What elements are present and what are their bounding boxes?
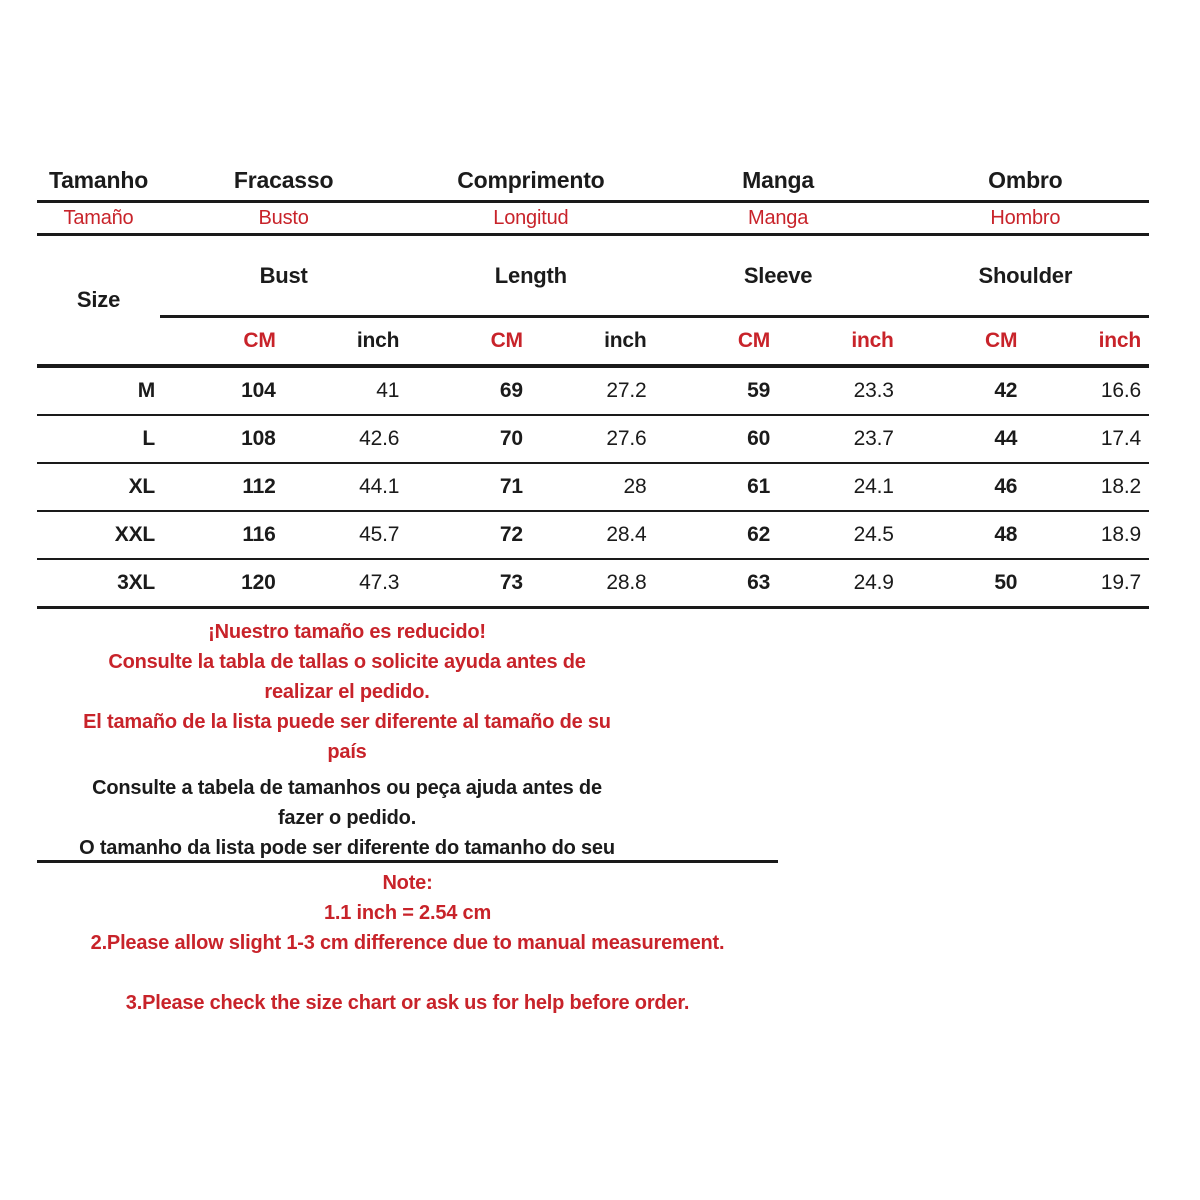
header-es-length: Longitud [407, 202, 654, 235]
inch-value: 23.7 [778, 415, 902, 463]
cm-value: 73 [407, 559, 531, 608]
header-en-length: Length [407, 235, 654, 317]
cm-value: 59 [654, 366, 778, 415]
inch-unit-header: inch [284, 317, 408, 367]
table-row [37, 559, 1149, 608]
inch-value: 16.6 [1025, 366, 1149, 415]
note-line: realizar el pedido. [264, 681, 430, 703]
inch-value: 28.8 [531, 559, 655, 608]
header-row-portuguese [37, 160, 1149, 202]
notes-spanish [37, 617, 657, 767]
inch-unit-header: inch [778, 317, 902, 367]
inch-value: 17.4 [1025, 415, 1149, 463]
inch-value: 24.1 [778, 463, 902, 511]
header-row-spanish [37, 202, 1149, 235]
inch-value: 18.2 [1025, 463, 1149, 511]
size-label: M [37, 366, 160, 415]
cm-value: 116 [160, 511, 284, 559]
cm-value: 120 [160, 559, 284, 608]
cm-unit-header: CM [407, 317, 531, 367]
inch-value: 18.9 [1025, 511, 1149, 559]
note-line: Consulte la tabla de tallas o solicite ayuda antes de [108, 651, 586, 673]
inch-value: 47.3 [284, 559, 408, 608]
note-spacer [37, 958, 778, 988]
inch-value: 41 [284, 366, 408, 415]
note-line: 3.Please check the size chart or ask us for help before order. [125, 992, 690, 1014]
note-line: El tamaño de la lista puede ser diferente al tamaño de su [83, 711, 611, 733]
size-label: 3XL [37, 559, 160, 608]
inch-value: 27.2 [531, 366, 655, 415]
size-label: XXL [37, 511, 160, 559]
cm-value: 48 [902, 511, 1026, 559]
note-line: 1.1 inch = 2.54 cm [323, 902, 492, 924]
header-es-sleeve: Manga [654, 202, 901, 235]
notes-english [37, 868, 778, 1018]
cm-unit-header: CM [902, 317, 1026, 367]
header-pt-length: Comprimento [407, 160, 654, 202]
header-es-size: Tamaño [37, 202, 160, 235]
header-pt-size: Tamanho [37, 160, 160, 202]
size-table-body [37, 366, 1149, 608]
inch-value: 27.6 [531, 415, 655, 463]
units-row [37, 317, 1149, 367]
cm-value: 104 [160, 366, 284, 415]
inch-value: 44.1 [284, 463, 408, 511]
cm-value: 62 [654, 511, 778, 559]
cm-unit-header: CM [160, 317, 284, 367]
header-es-bust: Busto [160, 202, 407, 235]
table-row [37, 463, 1149, 511]
cm-value: 61 [654, 463, 778, 511]
note-line: ¡Nuestro tamaño es reducido! [208, 621, 486, 643]
cm-value: 60 [654, 415, 778, 463]
header-row-english [37, 235, 1149, 317]
size-label: L [37, 415, 160, 463]
header-es-shoulder: Hombro [902, 202, 1149, 235]
note-line: O tamanho da lista pode ser diferente do tamanho do seu [79, 837, 615, 859]
header-en-size: Size [37, 235, 160, 367]
header-en-shoulder: Shoulder [902, 235, 1149, 317]
inch-unit-header: inch [531, 317, 655, 367]
header-pt-shoulder: Ombro [902, 160, 1149, 202]
table-row [37, 511, 1149, 559]
cm-value: 50 [902, 559, 1026, 608]
table-row [37, 415, 1149, 463]
cm-value: 72 [407, 511, 531, 559]
inch-value: 28 [531, 463, 655, 511]
note-line: fazer o pedido. [277, 807, 417, 829]
cm-value: 70 [407, 415, 531, 463]
size-label: XL [37, 463, 160, 511]
inch-value: 24.5 [778, 511, 902, 559]
note-line: Consulte a tabela de tamanhos ou peça ajuda antes de [92, 777, 602, 799]
header-en-sleeve: Sleeve [654, 235, 901, 317]
cm-value: 63 [654, 559, 778, 608]
table-row [37, 366, 1149, 415]
cm-unit-header: CM [654, 317, 778, 367]
header-pt-bust: Fracasso [160, 160, 407, 202]
note-line: Note: [382, 872, 433, 894]
inch-value: 19.7 [1025, 559, 1149, 608]
inch-value: 45.7 [284, 511, 408, 559]
cm-value: 42 [902, 366, 1026, 415]
cm-value: 108 [160, 415, 284, 463]
inch-unit-header: inch [1025, 317, 1149, 367]
inch-value: 24.9 [778, 559, 902, 608]
cm-value: 44 [902, 415, 1026, 463]
inch-value: 42.6 [284, 415, 408, 463]
inch-value: 28.4 [531, 511, 655, 559]
cm-value: 71 [407, 463, 531, 511]
note-line: 2.Please allow slight 1-3 cm difference due to manual measurement. [90, 932, 725, 954]
size-chart-table [37, 160, 1149, 609]
cm-value: 69 [407, 366, 531, 415]
cm-value: 46 [902, 463, 1026, 511]
header-en-bust: Bust [160, 235, 407, 317]
inch-value: 23.3 [778, 366, 902, 415]
note-line: país [327, 741, 367, 763]
notes-portuguese [37, 773, 657, 863]
divider-line [37, 860, 778, 863]
header-pt-sleeve: Manga [654, 160, 901, 202]
cm-value: 112 [160, 463, 284, 511]
